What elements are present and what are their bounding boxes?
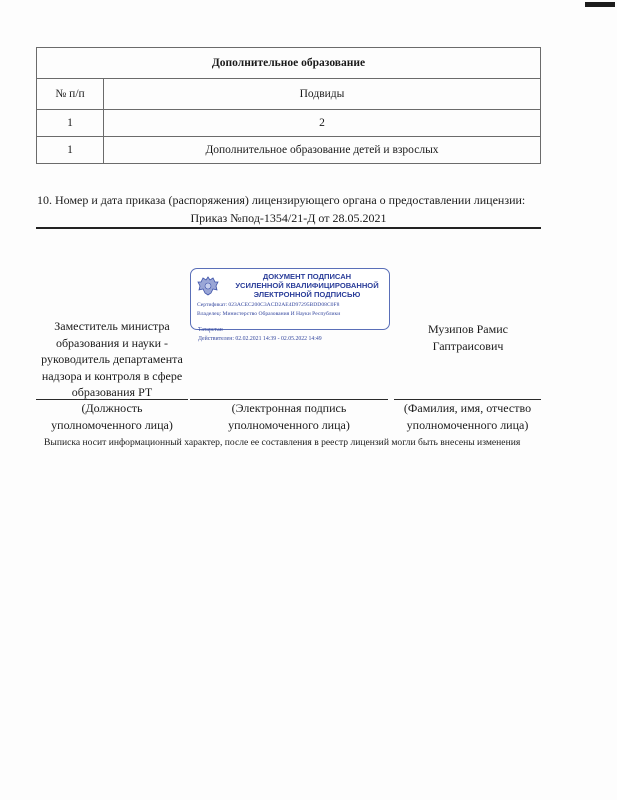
name-line: Музипов Рамис: [428, 322, 508, 336]
signature-caption: [190, 400, 388, 433]
position-line: образования РТ: [71, 385, 153, 399]
stamp-title-line-1: ДОКУМЕНТ ПОДПИСАН: [262, 272, 352, 281]
position-line: руководитель департамента: [41, 352, 183, 366]
table-numbering-row: [37, 110, 541, 137]
column-header-subtypes: Подвиды: [104, 79, 541, 110]
row-number-cell: 1: [37, 137, 104, 164]
stamp-title-line-3: ЭЛЕКТРОННОЙ ПОДПИСЬЮ: [253, 290, 361, 299]
row-subtype-cell: Дополнительное образование детей и взрослых: [104, 137, 541, 164]
caption-line: уполномоченного лица): [51, 417, 173, 432]
position-caption: [36, 400, 188, 433]
caption-line: (Фамилия, имя, отчество: [403, 401, 532, 415]
caption-line: уполномоченного лица): [406, 417, 529, 432]
table-header-row: [37, 79, 541, 110]
e-signature-stamp: [190, 268, 390, 330]
position-line: надзора и контроля в сфере: [41, 368, 183, 383]
table-row: [37, 137, 541, 164]
education-table: [36, 47, 541, 164]
order-number: Приказ №под-1354/21-Д от 28.05.2021: [190, 211, 387, 225]
name-line: Гаптраисович: [432, 338, 504, 353]
name-caption: [394, 400, 541, 433]
stamp-certificate: Сертификат: 023ACEC200C3ACD2AE4D97295BDD08C0F8: [197, 302, 340, 308]
stamp-owner-continued: Татарстан: [198, 327, 223, 333]
table-title: Дополнительное образование: [37, 48, 541, 79]
scan-artifact: [585, 2, 615, 7]
section-10-label: 10. Номер и дата приказа (распоряжения) лицензирующего органа о предоставлении лицензии:: [37, 193, 526, 207]
stamp-validity: Действителен: 02.02.2021 14:39 - 02.05.2022 14:49: [198, 336, 322, 342]
position-line: образования и науки -: [55, 335, 169, 350]
column-header-number: № п/п: [37, 79, 104, 110]
signatory-name: [395, 321, 541, 354]
position-line: Заместитель министра: [54, 319, 170, 333]
numbering-cell: 2: [104, 110, 541, 137]
signatory-position: [36, 318, 188, 401]
caption-line: (Должность: [81, 401, 143, 415]
caption-line: (Электронная подпись: [231, 401, 347, 415]
numbering-cell: 1: [37, 110, 104, 137]
caption-line: уполномоченного лица): [228, 417, 350, 432]
disclaimer-footnote: Выписка носит информационный характер, после ее составления в реестр лицензий могли быть внесены изменения: [44, 437, 521, 448]
order-underline: [36, 227, 541, 229]
stamp-title-line-2: УСИЛЕННОЙ КВАЛИФИЦИРОВАННОЙ: [235, 281, 379, 290]
coat-of-arms-icon: [196, 274, 220, 298]
stamp-owner: Владелец: Министерство Образования И Науки Республики: [197, 311, 341, 317]
